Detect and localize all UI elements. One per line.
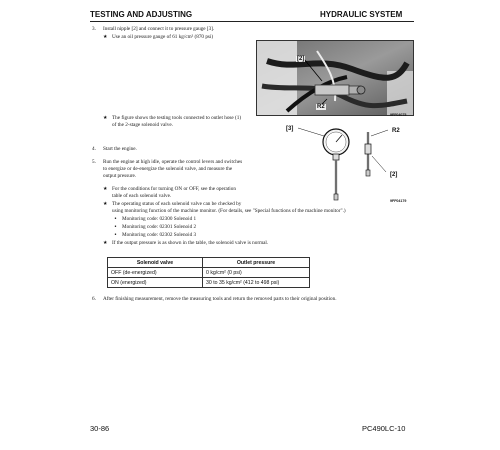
gauge-drawing [282, 122, 412, 206]
table-header: Outlet pressure [203, 258, 310, 268]
tools-callout-hose: R2 [392, 128, 400, 134]
note-1-line1: For the conditions for turning ON or OFF, see the operation [112, 186, 236, 192]
star-icon: ★ [103, 186, 108, 192]
page-number: 30-86 [90, 424, 110, 433]
step-4-number: 4. [92, 146, 96, 152]
section-header-right: HYDRAULIC SYSTEM [320, 10, 403, 19]
star-icon: ★ [103, 240, 108, 246]
table-header: Solenoid valve [108, 258, 203, 268]
table-cell: 0 kg/cm² (0 psi) [203, 268, 310, 278]
figure-note-line1: The figure shows the testing tools connected to outlet hose (1) [112, 115, 242, 121]
bullet-icon: • [114, 232, 117, 238]
step-6-text: After finishing measurement, remove the measuring tools and return the removed parts to their original position. [103, 296, 337, 302]
bullet-icon: • [114, 224, 117, 230]
model-number: PC490LC-10 [362, 424, 406, 433]
table-row [108, 268, 310, 278]
star-icon: ★ [103, 115, 108, 121]
solenoid-pressure-table [107, 257, 310, 288]
figure-callout-hose: R2 [317, 104, 325, 110]
photo-illustration [257, 41, 413, 115]
step-5-line1: Run the engine at high idle, operate the control levers and switches [103, 159, 243, 165]
note-3: If the output pressure is as shown in the table, the solenoid valve is normal. [112, 240, 269, 246]
tools-callout-nipple: [2] [390, 172, 398, 178]
table-cell: ON (energized) [108, 278, 203, 288]
hose-connection-photo [256, 40, 414, 116]
note-2-line2: using monitoring function of the machine monitor. (For details, see "Special functions of the machine monitor".) [112, 208, 346, 214]
monitoring-code-2: Monitoring code: 02301 Solenoid 2 [122, 224, 197, 230]
figure-note-line2: of the 2-stage solenoid valve. [112, 122, 173, 128]
step-6-number: 6. [92, 296, 96, 302]
note-1-line2: table of each solenoid valve. [112, 193, 172, 199]
testing-tools-drawing [282, 122, 412, 206]
table-cell: 30 to 35 kg/cm² (412 to 498 psi) [203, 278, 310, 288]
tools-figure-id: 9FF04179 [390, 199, 407, 203]
step-5-line3: output pressure. [103, 173, 137, 179]
star-icon: ★ [103, 201, 108, 207]
step-5-number: 5. [92, 159, 96, 165]
star-icon: ★ [103, 34, 108, 40]
figure-id: 9FF04075 [390, 113, 407, 117]
step-3-note: Use an oil pressure gauge of 61 kg/cm² (870 psi) [112, 34, 214, 40]
section-header-left: TESTING AND ADJUSTING [90, 10, 193, 19]
step-5-line2: to energize or de-energize the solenoid valve, and measure the [103, 166, 233, 172]
note-2-line1: The operating status of each solenoid valve can be checked by [112, 201, 242, 207]
monitoring-code-3: Monitoring code: 02302 Solenoid 3 [122, 232, 197, 238]
bullet-icon: • [114, 216, 117, 222]
step-3-text: Install nipple [2] and connect it to pressure gauge [3]. [103, 26, 215, 32]
monitoring-code-1: Monitoring code: 02300 Solenoid 1 [122, 216, 197, 222]
tools-callout-gauge: [3] [286, 126, 294, 132]
header-rule [90, 21, 414, 22]
figure-callout-nipple: [2] [297, 56, 305, 62]
step-4-text: Start the engine. [103, 146, 137, 152]
table-cell: OFF (de-energized) [108, 268, 203, 278]
step-3-number: 3. [92, 26, 96, 32]
table-row [108, 278, 310, 288]
table-header-row [108, 258, 310, 268]
